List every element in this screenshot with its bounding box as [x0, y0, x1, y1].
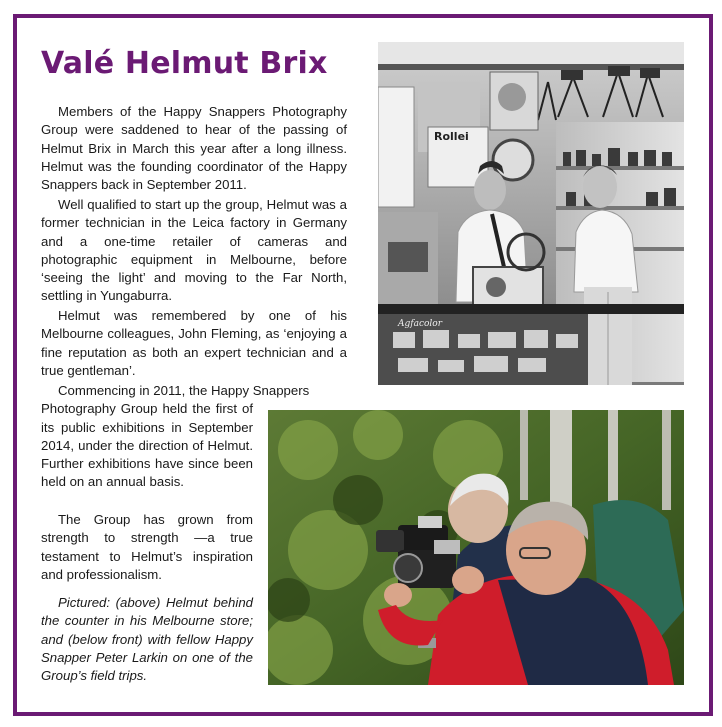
paragraph-1: Members of the Happy Snappers Photography Group were saddened to hear of the passing of Helmut Brix in March this year after a long illness. Helmut was the founding coordinator of the Happy Snappers back in September 2011.: [41, 104, 347, 193]
article-title: Valé Helmut Brix: [41, 46, 328, 81]
article-frame: [13, 14, 713, 716]
rollei-sign: Rollei: [434, 130, 469, 143]
photo-field-trip: [268, 410, 684, 685]
paragraph-4-line-1: Commencing in 2011, the Happy Snappers: [58, 383, 310, 398]
paragraph-5: The Group has grown from strength to strength —a true testament to Helmut’s inspiration and professionalism.: [41, 512, 253, 582]
paragraph-3: Helmut was remembered by one of his Melbourne colleagues, John Fleming, as ‘enjoying a fine reputation as both an expert technician and a true gentleman’.: [41, 308, 347, 378]
counter-sign: Agfacolor: [398, 319, 443, 329]
paragraph-2: Well qualified to start up the group, Helmut was a former technician in the Leica factory in Germany and a one-time retailer of cameras and photographic equipment in Melbourne, before ‘seeing the light’ and moving to the Far North, settling in Yungaburra.: [41, 197, 347, 304]
photo-caption: Pictured: (above) Helmut behind the counter in his Melbourne store; and (below front) with fellow Happy Snapper Peter Larkin on one of the Group’s field trips.: [41, 595, 253, 684]
photo-helmut-in-store: [378, 42, 684, 385]
field-photo-illustration: [268, 410, 684, 685]
store-photo-illustration: [378, 42, 684, 385]
paragraph-4-rest: Photography Group held the first of its public exhibitions in September 2014, under the direction of Helmut. Further exhibitions have since been held on an annual basis.: [41, 401, 253, 490]
